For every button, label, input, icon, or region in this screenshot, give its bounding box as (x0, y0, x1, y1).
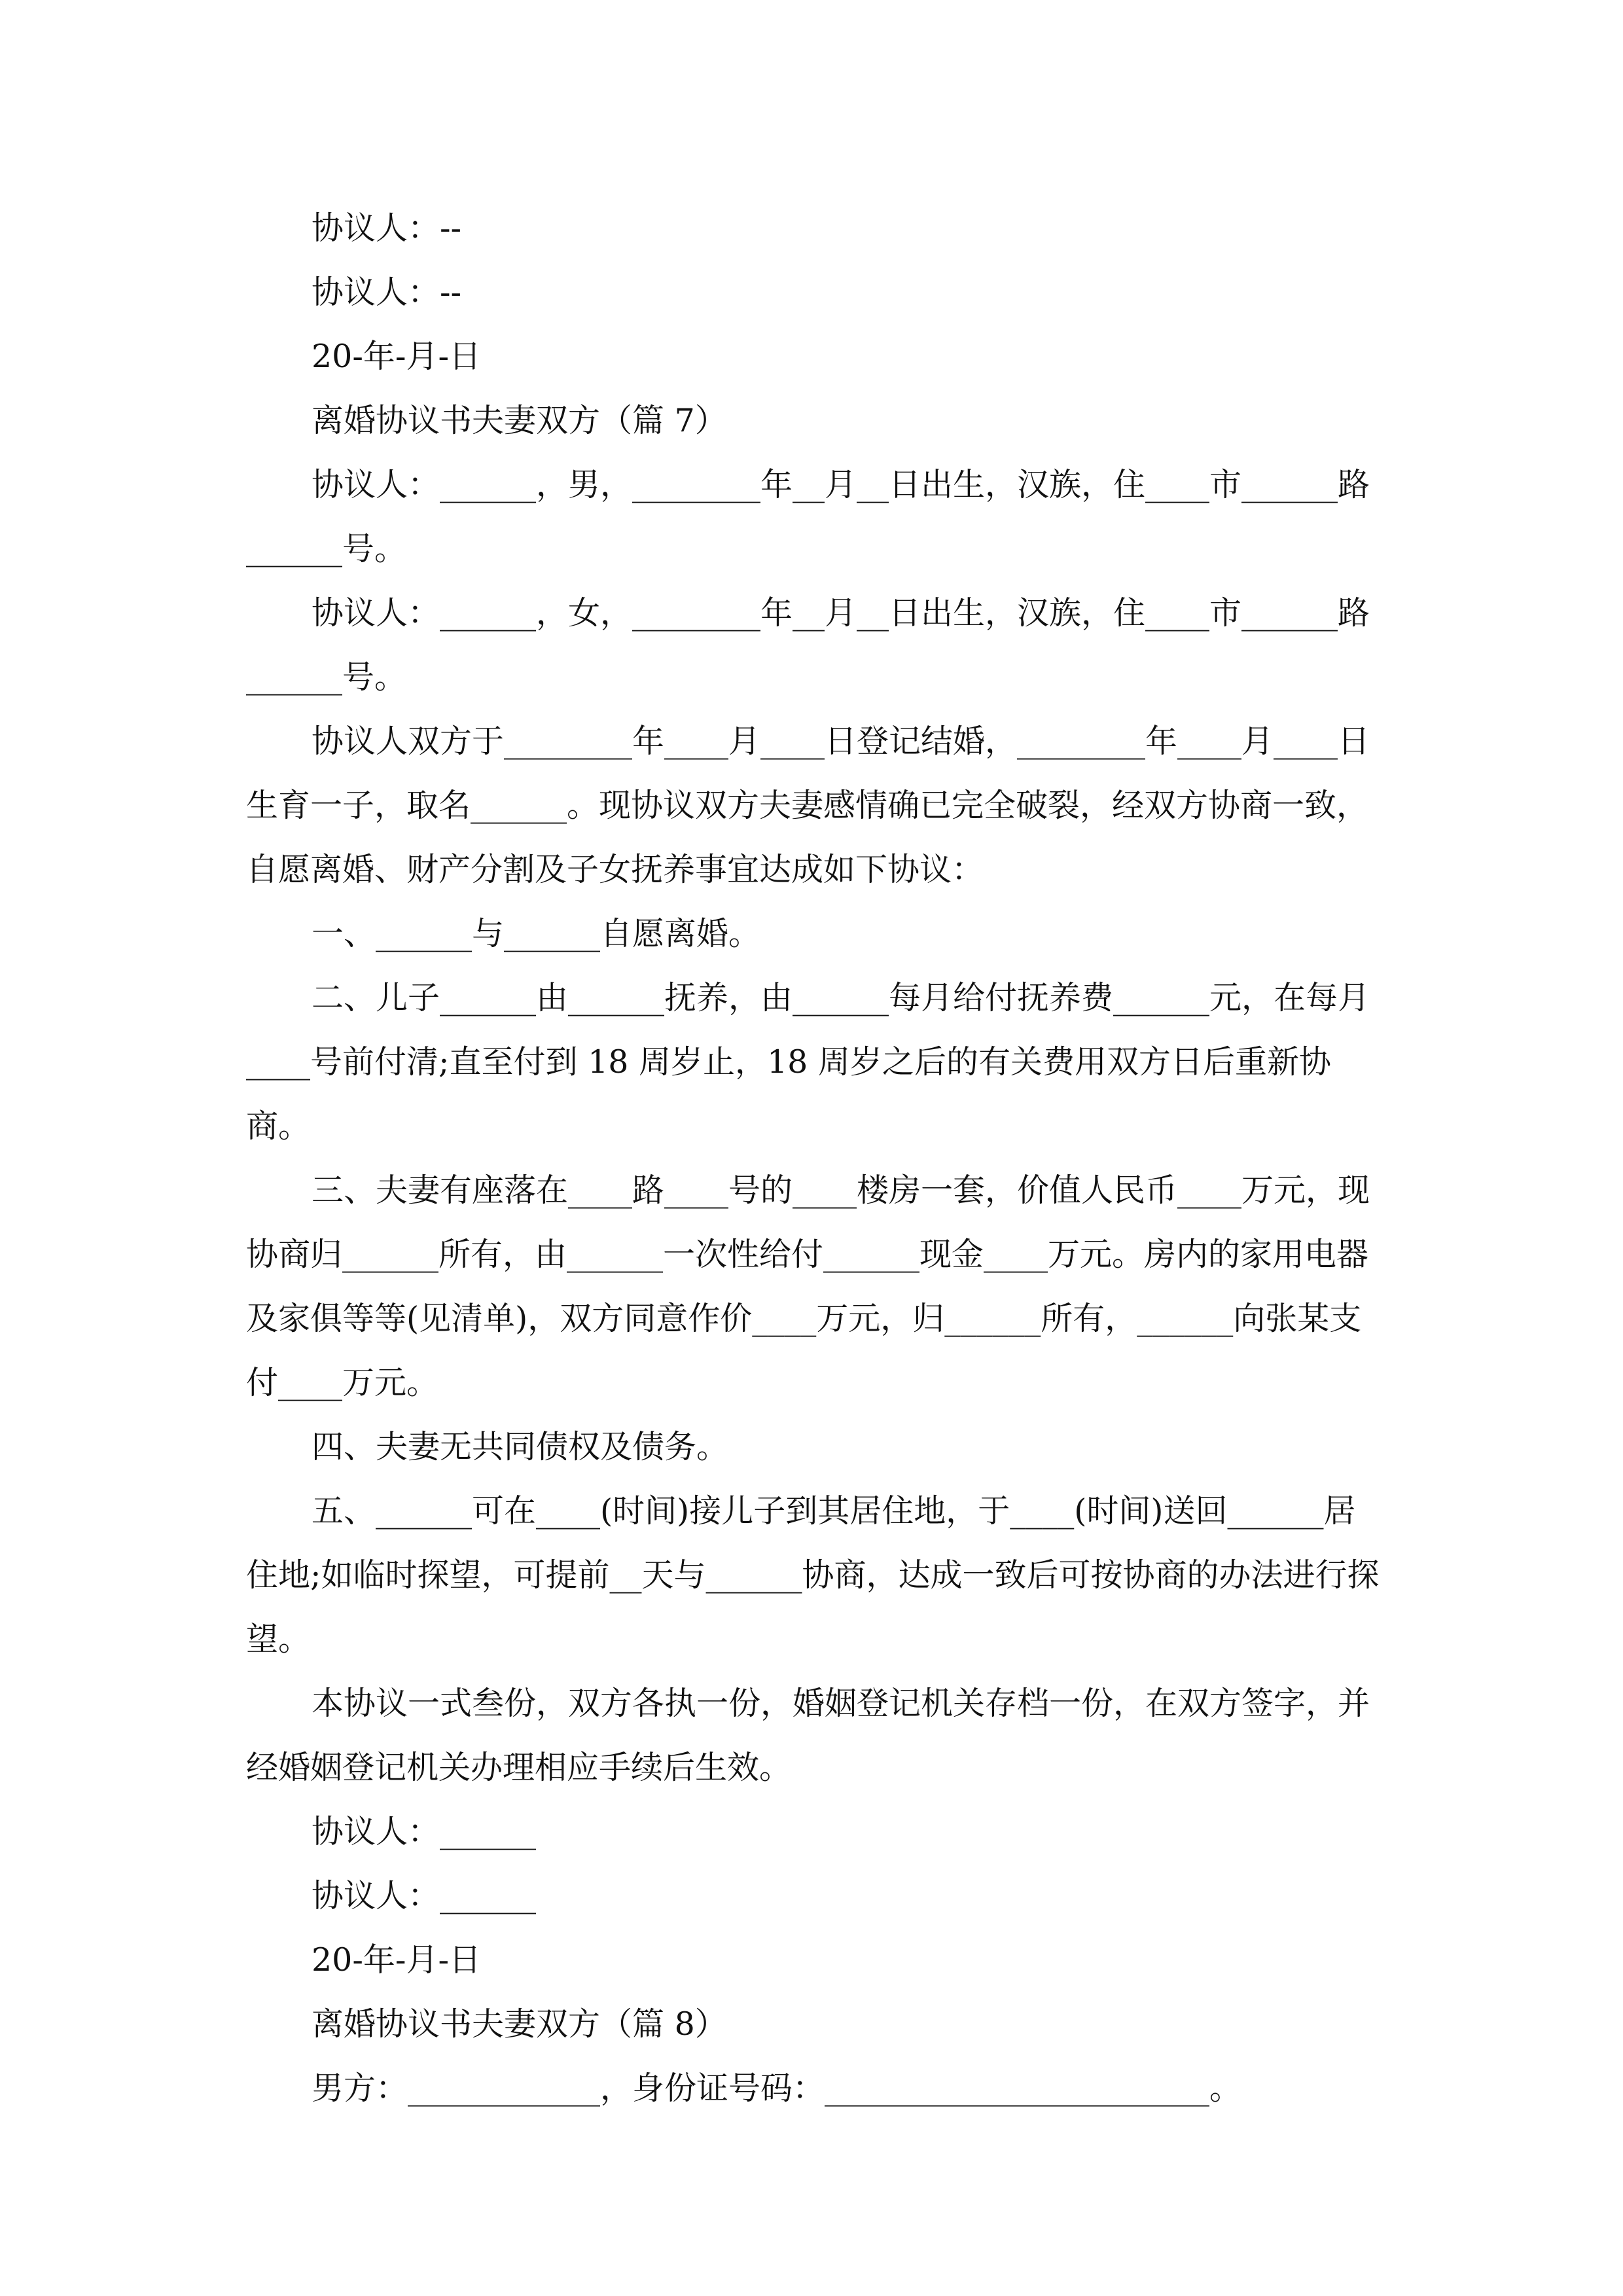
male-party-id-line: 男方：____________，身份证号码：________________________。 (312, 2070, 1242, 2107)
section-heading: 离婚协议书夫妻双方（篇 7） (312, 402, 727, 439)
document-page (246, 196, 1382, 2121)
signatory-line: 协议人：-- (312, 209, 462, 247)
section-heading: 离婚协议书夫妻双方（篇 8） (312, 2005, 727, 2043)
clause-5: 五、______可在____(时间)接儿子到其居住地，于____(时间)送回______居住地;如临时探望，可提前__天与______协商，达成一致后可按协商的办法进行探望。 (246, 1492, 1380, 1658)
party-female-paragraph: 协议人：______，女，________年__月__日出生，汉族，住____市______路______号。 (246, 594, 1370, 696)
signatory-line: 协议人：-- (312, 274, 462, 311)
party-male-paragraph: 协议人：______，男，________年__月__日出生，汉族，住____市______路______号。 (246, 466, 1370, 567)
clause-4: 四、夫妻无共同债权及债务。 (312, 1428, 729, 1465)
effectiveness-paragraph: 本协议一式叁份，双方各执一份，婚姻登记机关存档一份，在双方签字，并经婚姻登记机关办理相应手续后生效。 (246, 1685, 1370, 1786)
signatory-line: 协议人：______ (312, 1813, 537, 1850)
clause-1: 一、______与______自愿离婚。 (312, 915, 761, 952)
date-line: 20-年-月-日 (312, 1941, 482, 1979)
date-line: 20-年-月-日 (312, 338, 482, 375)
clause-2: 二、儿子______由______抚养，由______每月给付抚养费______元，在每月____号前付清;直至付到 18 周岁止，18 周岁之后的有关费用双方日后重新协商。 (246, 979, 1370, 1145)
clause-3: 三、夫妻有座落在____路____号的____楼房一套，价值人民币____万元，现协商归______所有，由______一次性给付______现金____万元。房内的家用电器及家俱等等(见清单)，双方同意作价____万元，归______所有，______向张某支付____万元。 (246, 1172, 1370, 1401)
marriage-info-paragraph: 协议人双方于________年____月____日登记结婚，________年____月____日生育一子，取名______。现协议双方夫妻感情确已完全破裂，经双方协商一致，自愿离婚、财产分割及子女抚养事宜达成如下协议： (246, 723, 1370, 888)
signatory-line: 协议人：______ (312, 1877, 537, 1914)
